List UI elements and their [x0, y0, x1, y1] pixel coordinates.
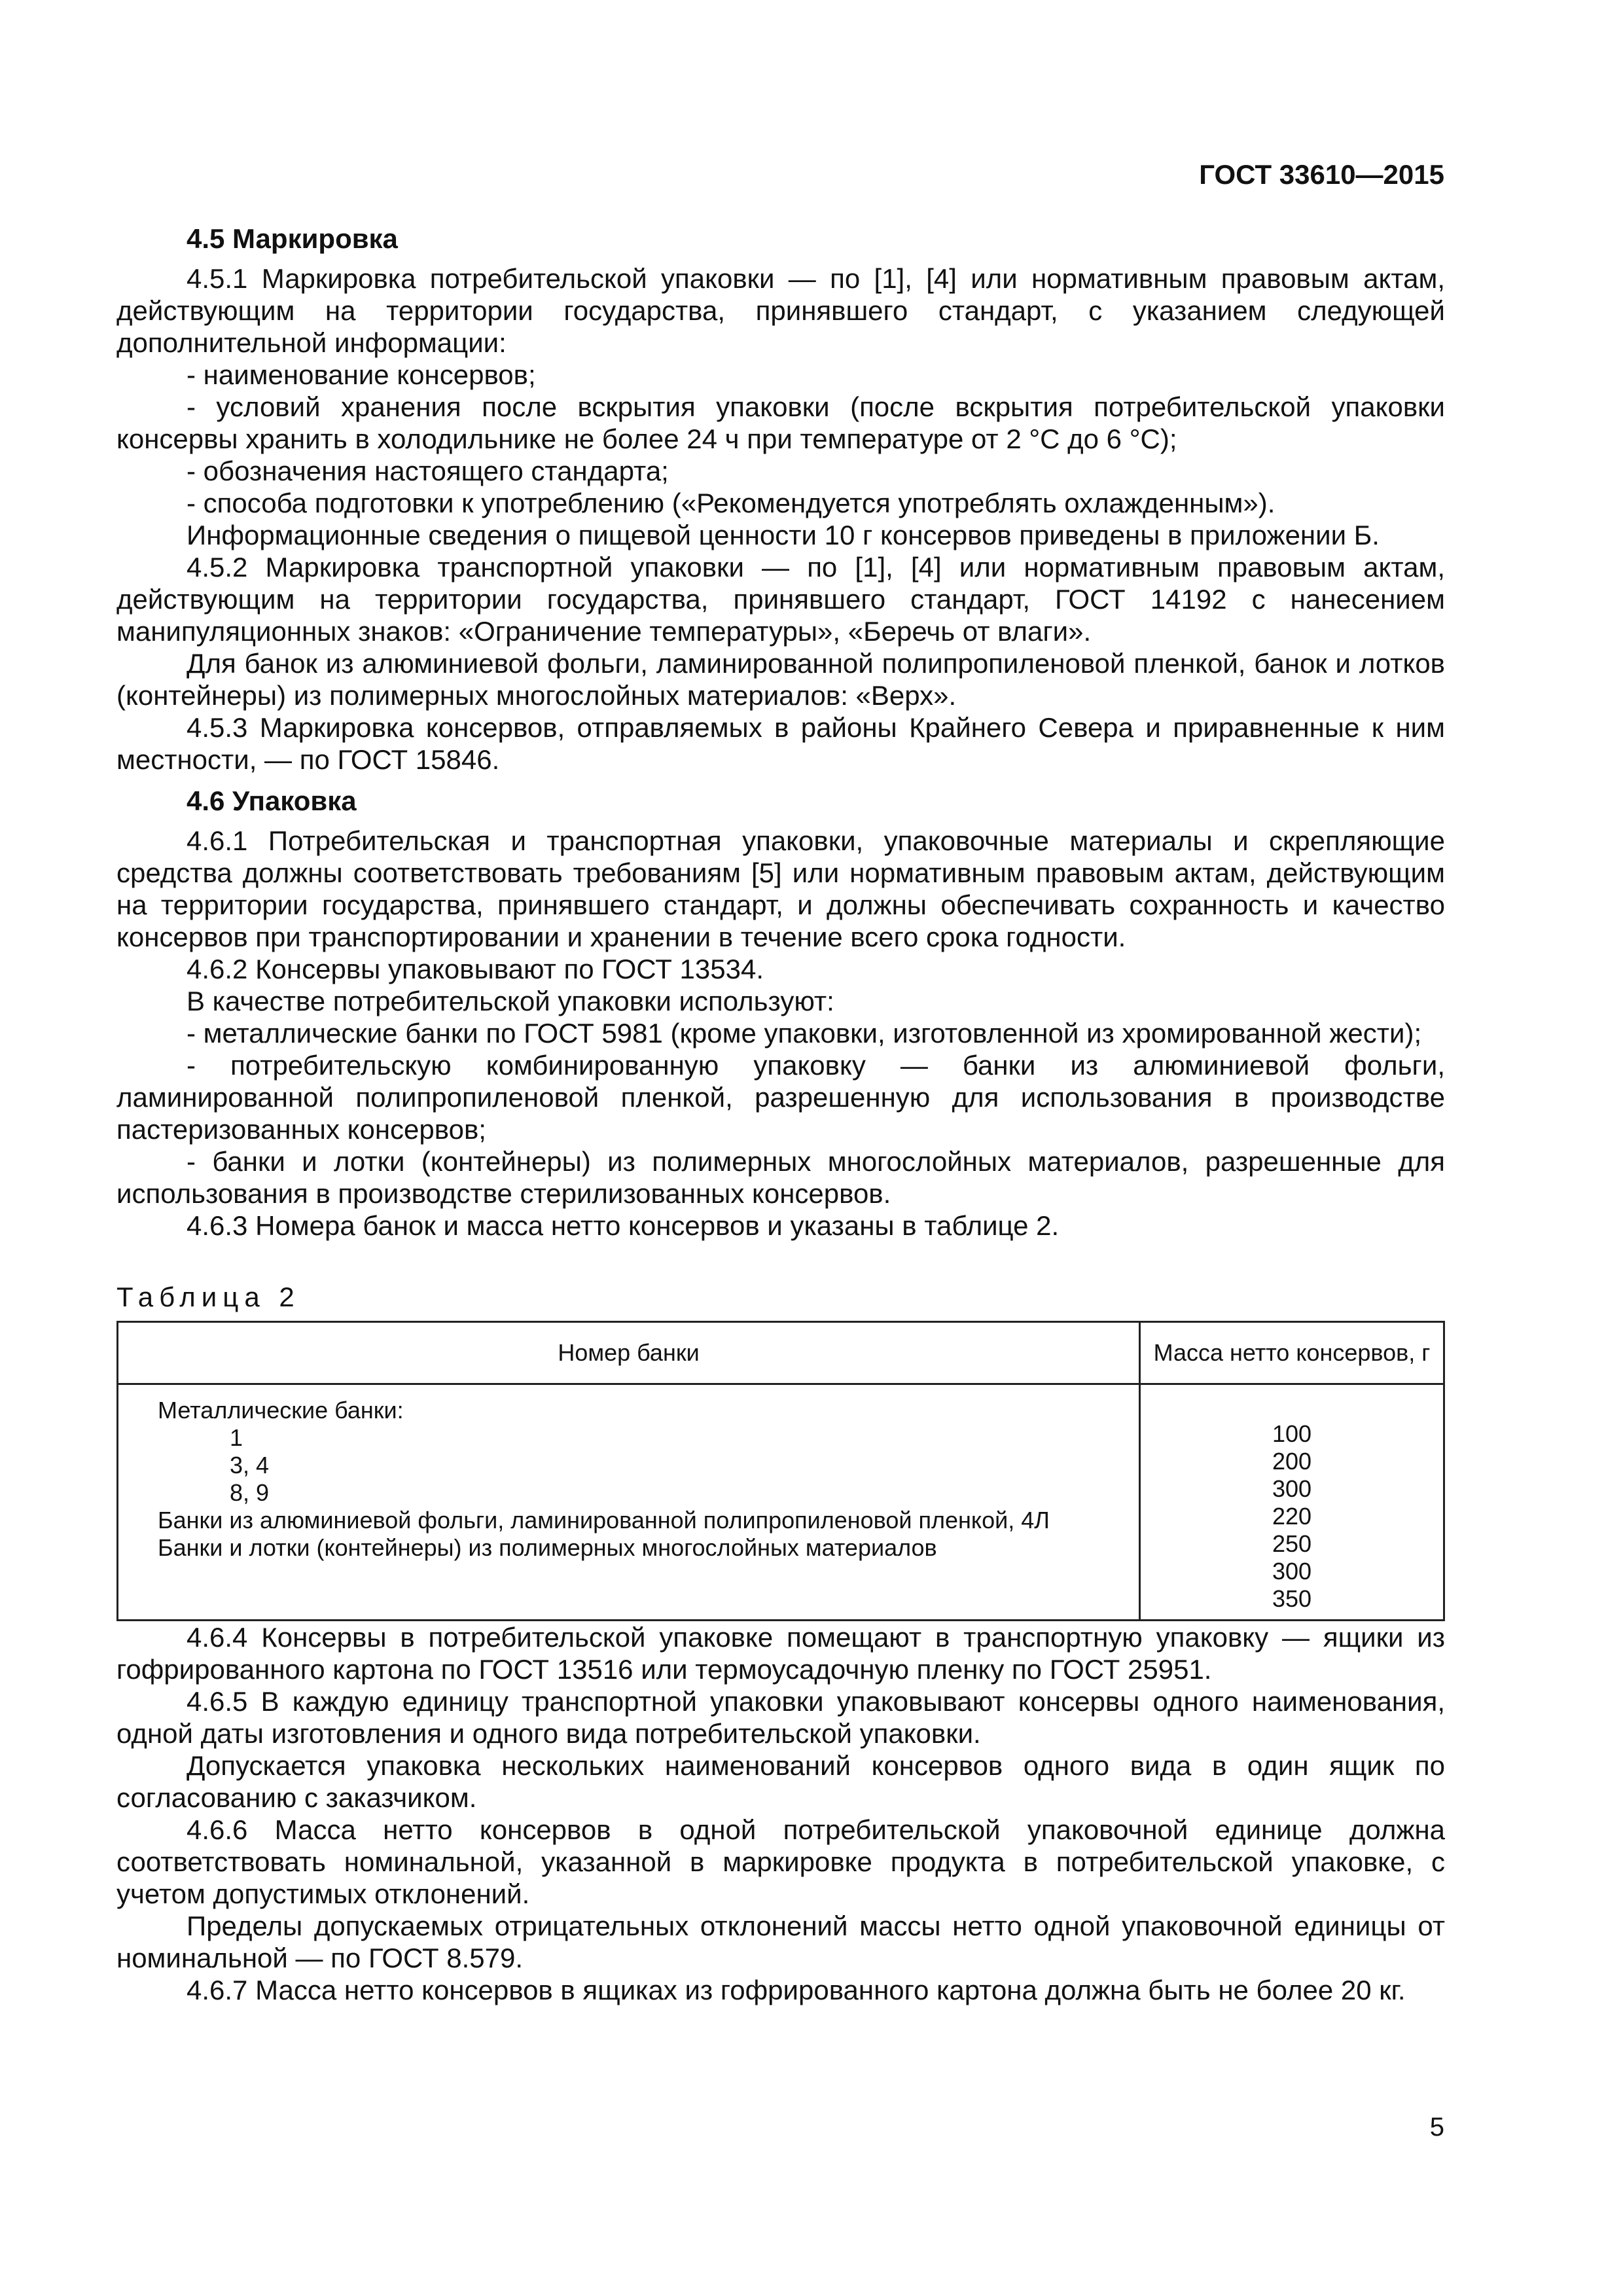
- table-cell-value: 220: [1272, 1503, 1312, 1530]
- paragraph: 4.6.5 В каждую единицу транспортной упаковки упаковывают консервы одного наименования, одной даты изготовления и одного вида потребительской упаковки.: [116, 1686, 1445, 1749]
- list-item: - металлические банки по ГОСТ 5981 (кроме упаковки, изготовленной из хромированной жести);: [187, 1018, 1422, 1049]
- paragraph: В качестве потребительской упаковки используют:: [187, 986, 834, 1016]
- list-item: - наименование консервов;: [187, 359, 536, 390]
- table-row: [118, 1384, 1444, 1621]
- paragraph: 4.6.3 Номера банок и масса нетто консервов и указаны в таблице 2.: [187, 1210, 1060, 1241]
- paragraph: Допускается упаковка нескольких наименований консервов одного вида в один ящик по согласованию с заказчиком.: [116, 1750, 1445, 1813]
- section-title-4-6: 4.6 Упаковка: [187, 785, 357, 816]
- table-cell-text: 1: [230, 1424, 243, 1451]
- table-cell-can-types: [118, 1384, 1140, 1621]
- list-item: - условий хранения после вскрытия упаковки (после вскрытия потребительской упаковки консервы хранить в холодильнике не более 24 ч при температуре от 2 °С до 6 °С);: [116, 391, 1445, 454]
- table-2: [116, 1321, 1445, 1621]
- paragraph: Пределы допускаемых отрицательных отклонений массы нетто одной упаковочной единицы от номинальной — по ГОСТ 8.579.: [116, 1910, 1445, 1973]
- table-header-net-mass: Масса нетто консервов, г: [1140, 1322, 1444, 1384]
- table-cell-text: 3, 4: [230, 1452, 270, 1479]
- paragraph: 4.6.6 Масса нетто консервов в одной потребительской упаковочной единице должна соответствовать номинальной, указанной в маркировке продукта в потребительской упаковке, с учетом допустимых отклонений.: [116, 1814, 1445, 1909]
- paragraph: 4.5.1 Маркировка потребительской упаковки — по [1], [4] или нормативным правовым актам, действующим на территории государства, принявшего стандарт, с указанием следующей дополнительной информации:: [116, 263, 1445, 358]
- paragraph: 4.5.2 Маркировка транспортной упаковки — по [1], [4] или нормативным правовым актам, действующим на территории государства, принявшего стандарт, ГОСТ 14192 с нанесением манипуляционных знаков: «Ограничение температуры», «Беречь от влаги».: [116, 552, 1445, 647]
- paragraph: 4.6.2 Консервы упаковывают по ГОСТ 13534.: [187, 954, 764, 984]
- document-header: ГОСТ 33610—2015: [1199, 159, 1444, 190]
- page-number: 5: [1429, 2113, 1444, 2142]
- table-cell-value: 350: [1272, 1585, 1312, 1612]
- table-header-can-number: Номер банки: [118, 1322, 1140, 1384]
- paragraph: 4.6.7 Масса нетто консервов в ящиках из гофрированного картона должна быть не более 20 кг.: [187, 1975, 1406, 2005]
- table-title: Таблица 2: [116, 1282, 300, 1312]
- table-cell-value: 200: [1272, 1448, 1312, 1475]
- list-item: - обозначения настоящего стандарта;: [187, 456, 669, 486]
- paragraph: Информационные сведения о пищевой ценности 10 г консервов приведены в приложении Б.: [187, 520, 1380, 550]
- list-item: - способа подготовки к употреблению («Рекомендуется употреблять охлажденным»).: [187, 488, 1275, 518]
- table-cell-value: 100: [1272, 1420, 1312, 1447]
- list-item: - потребительскую комбинированную упаковку — банки из алюминиевой фольги, ламинированной полипропиленовой пленкой, разрешенную для использования в производстве пастеризованных консервов;: [116, 1050, 1445, 1145]
- table-cell-text: Банки и лотки (контейнеры) из полимерных многослойных материалов: [158, 1534, 937, 1561]
- table-cell-value: 250: [1272, 1530, 1312, 1557]
- paragraph: 4.5.3 Маркировка консервов, отправляемых в районы Крайнего Севера и приравненные к ним местности, — по ГОСТ 15846.: [116, 712, 1445, 775]
- table-cell-text: Металлические банки:: [158, 1397, 404, 1424]
- paragraph: 4.6.4 Консервы в потребительской упаковке помещают в транспортную упаковку — ящики из гофрированного картона по ГОСТ 13516 или термоусадочную пленку по ГОСТ 25951.: [116, 1622, 1445, 1685]
- paragraph: 4.6.1 Потребительская и транспортная упаковки, упаковочные материалы и скрепляющие средства должны соответствовать требованиям [5] или нормативным правовым актам, действующим на территории государства, принявшего стандарт, и должны обеспечивать сохранность и качество консервов при транспортировании и хранении в течение всего срока годности.: [116, 825, 1445, 952]
- table-cell-masses: [1140, 1384, 1444, 1621]
- section-title-4-5: 4.5 Маркировка: [187, 223, 398, 254]
- table-cell-text: Банки из алюминиевой фольги, ламинированной полипропиленовой пленкой, 4Л: [158, 1507, 1050, 1534]
- table-cell-value: 300: [1272, 1558, 1312, 1585]
- table-cell-text: 8, 9: [230, 1479, 270, 1506]
- document-body: [116, 223, 1445, 2006]
- paragraph: Для банок из алюминиевой фольги, ламинированной полипропиленовой пленкой, банок и лотков (контейнеры) из полимерных многослойных материалов: «Верх».: [116, 648, 1445, 711]
- table-cell-value: 300: [1272, 1475, 1312, 1502]
- list-item: - банки и лотки (контейнеры) из полимерных многослойных материалов, разрешенные для использования в производстве стерилизованных консервов.: [116, 1146, 1445, 1209]
